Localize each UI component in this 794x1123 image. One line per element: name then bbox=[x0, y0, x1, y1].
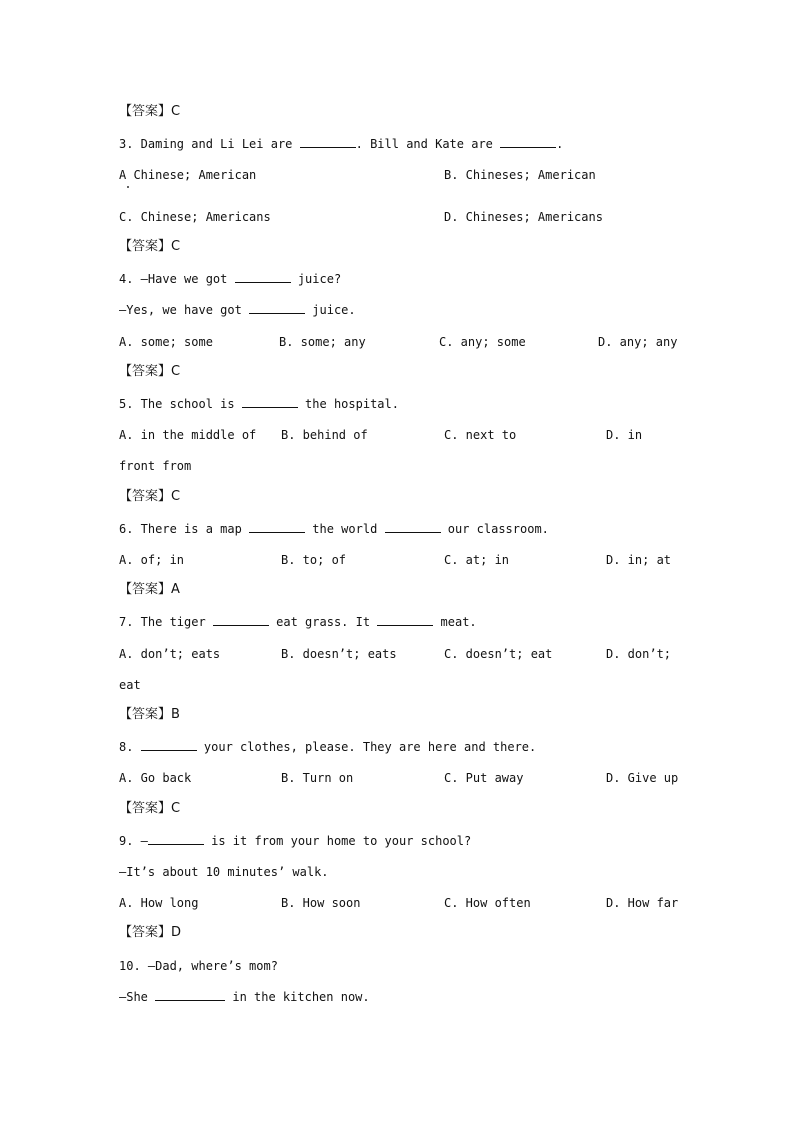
stem-text: our classroom. bbox=[440, 522, 549, 536]
q3-option-d: D. Chineses; Americans bbox=[444, 210, 603, 224]
q8-option-b: B. Turn on bbox=[281, 771, 354, 785]
q6-option-c: C. at; in bbox=[444, 553, 510, 567]
q8-option-c: C. Put away bbox=[444, 771, 524, 785]
question-9-reply: —It’s about 10 minutes’ walk. bbox=[119, 865, 329, 879]
stem-text: the world bbox=[305, 522, 385, 536]
stem-text: meat. bbox=[433, 615, 477, 629]
question-9-stem bbox=[119, 834, 471, 848]
stem-text: your clothes, please. They are here and there. bbox=[196, 740, 537, 754]
stem-text: —Yes, we have got bbox=[119, 303, 250, 317]
q9-option-a: A. How long bbox=[119, 896, 199, 910]
blank bbox=[249, 303, 305, 314]
q5-option-b: B. behind of bbox=[281, 428, 368, 442]
q5-option-d: D. in bbox=[606, 428, 643, 442]
q3-option-c: C. Chinese; Americans bbox=[119, 210, 271, 224]
blank bbox=[235, 272, 291, 283]
blank bbox=[141, 740, 197, 751]
stem-text: 9. — bbox=[119, 834, 148, 848]
question-4-reply bbox=[119, 303, 356, 317]
q5-option-a: A. in the middle of bbox=[119, 428, 257, 442]
stem-text: the hospital. bbox=[297, 397, 399, 411]
stem-text: 7. The tiger bbox=[119, 615, 213, 629]
question-4-stem bbox=[119, 272, 341, 286]
question-5-stem bbox=[119, 397, 399, 411]
q7-option-d-continued: eat bbox=[119, 678, 141, 692]
q7-option-c: C. doesn’t; eat bbox=[444, 647, 553, 661]
blank bbox=[249, 522, 305, 533]
stray-mark bbox=[127, 186, 129, 188]
blank bbox=[385, 522, 441, 533]
blank bbox=[242, 397, 298, 408]
blank bbox=[155, 990, 225, 1001]
blank bbox=[377, 615, 433, 626]
answer-label-q6: 【答案】A bbox=[119, 582, 180, 597]
stem-text: . Bill and Kate are bbox=[355, 137, 501, 151]
answer-label-q8: 【答案】C bbox=[119, 801, 181, 816]
blank bbox=[148, 834, 204, 845]
q4-option-d: D. any; any bbox=[598, 335, 678, 349]
q5-option-d-continued: front from bbox=[119, 459, 192, 473]
answer-label-q5: 【答案】C bbox=[119, 489, 181, 504]
stem-text: juice? bbox=[290, 272, 342, 286]
q9-option-b: B. How soon bbox=[281, 896, 361, 910]
q8-option-a: A. Go back bbox=[119, 771, 192, 785]
stem-text: . bbox=[556, 137, 564, 151]
question-7-stem bbox=[119, 615, 477, 629]
blank bbox=[500, 137, 556, 148]
stem-text: 8. bbox=[119, 740, 141, 754]
q7-option-d: D. don’t; bbox=[606, 647, 672, 661]
stem-text: 4. —Have we got bbox=[119, 272, 235, 286]
answer-label-q9: 【答案】D bbox=[119, 925, 182, 940]
answer-label-q3: 【答案】C bbox=[119, 239, 181, 254]
question-3-stem bbox=[119, 137, 563, 151]
question-8-stem bbox=[119, 740, 536, 754]
stem-text: juice. bbox=[305, 303, 356, 317]
q7-option-a: A. don’t; eats bbox=[119, 647, 221, 661]
stem-text: 5. The school is bbox=[119, 397, 242, 411]
question-10-stem: 10. —Dad, where’s mom? bbox=[119, 959, 278, 973]
blank bbox=[300, 137, 356, 148]
stem-text: in the kitchen now. bbox=[225, 990, 370, 1004]
question-6-stem bbox=[119, 522, 549, 536]
q8-option-d: D. Give up bbox=[606, 771, 679, 785]
q3-option-b: B. Chineses; American bbox=[444, 168, 596, 182]
q3-option-a: A Chinese; American bbox=[119, 168, 257, 182]
answer-label-q7: 【答案】B bbox=[119, 707, 180, 722]
q5-option-c: C. next to bbox=[444, 428, 517, 442]
q4-option-c: C. any; some bbox=[439, 335, 526, 349]
stem-text: eat grass. It bbox=[268, 615, 378, 629]
blank bbox=[213, 615, 269, 626]
stem-text: 6. There is a map bbox=[119, 522, 250, 536]
stem-text: —She bbox=[119, 990, 156, 1004]
answer-label-q2: 【答案】C bbox=[119, 104, 181, 119]
q6-option-d: D. in; at bbox=[606, 553, 672, 567]
q4-option-a: A. some; some bbox=[119, 335, 213, 349]
q6-option-b: B. to; of bbox=[281, 553, 347, 567]
q7-option-b: B. doesn’t; eats bbox=[281, 647, 397, 661]
stem-text: is it from your home to your school? bbox=[203, 834, 472, 848]
q4-option-b: B. some; any bbox=[279, 335, 366, 349]
q9-option-c: C. How often bbox=[444, 896, 531, 910]
answer-label-q4: 【答案】C bbox=[119, 364, 181, 379]
question-10-reply bbox=[119, 990, 370, 1004]
q6-option-a: A. of; in bbox=[119, 553, 185, 567]
q9-option-d: D. How far bbox=[606, 896, 679, 910]
stem-text: 3. Daming and Li Lei are bbox=[119, 137, 300, 151]
